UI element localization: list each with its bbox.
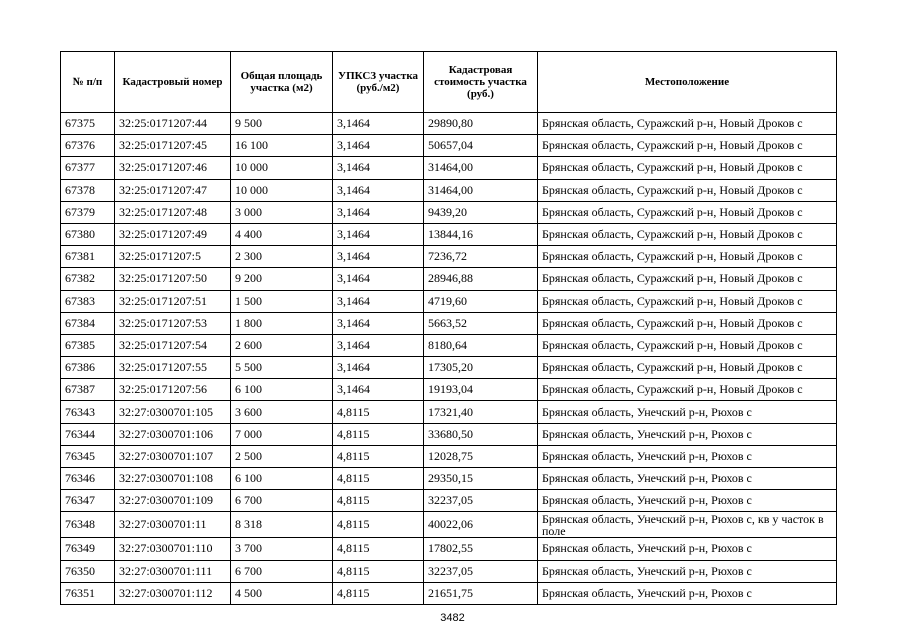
cell-cost: 29890,80 [424, 113, 538, 135]
cell-cadastral-number: 32:27:0300701:112 [115, 582, 231, 604]
table-row [61, 468, 837, 490]
cell-upksz: 4,8115 [333, 468, 424, 490]
cell-upksz: 3,1464 [333, 357, 424, 379]
table-row [61, 538, 837, 560]
cell-location: Брянская область, Суражский р-н, Новый Дроков с [538, 201, 837, 223]
cell-num: 76347 [61, 490, 115, 512]
cell-location: Брянская область, Суражский р-н, Новый Дроков с [538, 357, 837, 379]
cell-upksz: 3,1464 [333, 113, 424, 135]
cell-location: Брянская область, Суражский р-н, Новый Дроков с [538, 379, 837, 401]
cell-upksz: 4,8115 [333, 538, 424, 560]
cell-cost: 8180,64 [424, 334, 538, 356]
cell-cadastral-number: 32:25:0171207:46 [115, 157, 231, 179]
cadastre-table [60, 51, 837, 605]
table-row [61, 135, 837, 157]
cell-cadastral-number: 32:25:0171207:56 [115, 379, 231, 401]
cell-location: Брянская область, Суражский р-н, Новый Дроков с [538, 223, 837, 245]
cell-num: 67387 [61, 379, 115, 401]
cell-area: 10 000 [231, 157, 333, 179]
table-row [61, 357, 837, 379]
cell-location: Брянская область, Суражский р-н, Новый Дроков с [538, 179, 837, 201]
cell-location: Брянская область, Суражский р-н, Новый Дроков с [538, 157, 837, 179]
table-row [61, 582, 837, 604]
cell-num: 76349 [61, 538, 115, 560]
table-row [61, 560, 837, 582]
cell-area: 2 300 [231, 246, 333, 268]
cell-cadastral-number: 32:27:0300701:111 [115, 560, 231, 582]
cell-upksz: 3,1464 [333, 246, 424, 268]
cell-location: Брянская область, Суражский р-н, Новый Дроков с [538, 246, 837, 268]
table-row [61, 512, 837, 538]
cell-cost: 32237,05 [424, 560, 538, 582]
cell-upksz: 3,1464 [333, 312, 424, 334]
cell-area: 16 100 [231, 135, 333, 157]
cell-area: 3 700 [231, 538, 333, 560]
cell-upksz: 3,1464 [333, 201, 424, 223]
cell-num: 67384 [61, 312, 115, 334]
cell-area: 9 500 [231, 113, 333, 135]
cell-area: 4 500 [231, 582, 333, 604]
table-row [61, 113, 837, 135]
cell-cost: 29350,15 [424, 468, 538, 490]
cell-num: 67377 [61, 157, 115, 179]
cell-area: 4 400 [231, 223, 333, 245]
table-header [61, 52, 837, 113]
table-row [61, 334, 837, 356]
cell-upksz: 4,8115 [333, 582, 424, 604]
cell-num: 76351 [61, 582, 115, 604]
cell-location: Брянская область, Унечский р-н, Рюхов с [538, 468, 837, 490]
cell-cadastral-number: 32:27:0300701:107 [115, 445, 231, 467]
cell-cadastral-number: 32:27:0300701:108 [115, 468, 231, 490]
cell-cadastral-number: 32:25:0171207:53 [115, 312, 231, 334]
cell-cost: 40022,06 [424, 512, 538, 538]
cell-upksz: 3,1464 [333, 157, 424, 179]
cell-area: 7 000 [231, 423, 333, 445]
cell-location: Брянская область, Суражский р-н, Новый Дроков с [538, 268, 837, 290]
cell-location: Брянская область, Суражский р-н, Новый Дроков с [538, 312, 837, 334]
cell-upksz: 3,1464 [333, 135, 424, 157]
header-row [61, 52, 837, 113]
cell-num: 67376 [61, 135, 115, 157]
table-row [61, 445, 837, 467]
cell-upksz: 3,1464 [333, 179, 424, 201]
cell-cost: 12028,75 [424, 445, 538, 467]
cell-num: 76345 [61, 445, 115, 467]
cell-location: Брянская область, Суражский р-н, Новый Дроков с [538, 334, 837, 356]
cell-upksz: 4,8115 [333, 512, 424, 538]
header-area: Общая площадь участка (м2) [231, 52, 333, 113]
cell-cost: 19193,04 [424, 379, 538, 401]
cell-cadastral-number: 32:27:0300701:110 [115, 538, 231, 560]
cell-num: 67379 [61, 201, 115, 223]
header-num: № п/п [61, 52, 115, 113]
cell-cost: 7236,72 [424, 246, 538, 268]
cell-area: 3 600 [231, 401, 333, 423]
cell-location: Брянская область, Суражский р-н, Новый Дроков с [538, 290, 837, 312]
cell-cost: 17802,55 [424, 538, 538, 560]
cell-num: 67375 [61, 113, 115, 135]
cell-cost: 17305,20 [424, 357, 538, 379]
page-number: 3482 [440, 612, 465, 624]
cell-location: Брянская область, Унечский р-н, Рюхов с [538, 582, 837, 604]
cell-cadastral-number: 32:27:0300701:11 [115, 512, 231, 538]
table-row [61, 290, 837, 312]
cell-num: 67382 [61, 268, 115, 290]
cell-cadastral-number: 32:25:0171207:55 [115, 357, 231, 379]
cell-num: 67385 [61, 334, 115, 356]
cell-upksz: 3,1464 [333, 268, 424, 290]
table-row [61, 423, 837, 445]
cell-cost: 17321,40 [424, 401, 538, 423]
cell-area: 2 500 [231, 445, 333, 467]
table-row [61, 246, 837, 268]
cell-cost: 21651,75 [424, 582, 538, 604]
cell-upksz: 3,1464 [333, 334, 424, 356]
cell-cadastral-number: 32:25:0171207:50 [115, 268, 231, 290]
cell-area: 6 700 [231, 490, 333, 512]
cell-location: Брянская область, Суражский р-н, Новый Дроков с [538, 113, 837, 135]
header-cadastral-number: Кадастровый номер [115, 52, 231, 113]
cell-location: Брянская область, Унечский р-н, Рюхов с [538, 445, 837, 467]
cell-area: 3 000 [231, 201, 333, 223]
cell-num: 67386 [61, 357, 115, 379]
cell-area: 6 700 [231, 560, 333, 582]
cell-location: Брянская область, Унечский р-н, Рюхов с, кв у часток в поле [538, 512, 837, 538]
cell-area: 6 100 [231, 468, 333, 490]
cell-upksz: 4,8115 [333, 445, 424, 467]
cell-num: 67378 [61, 179, 115, 201]
cell-upksz: 4,8115 [333, 423, 424, 445]
table-row [61, 157, 837, 179]
cell-upksz: 4,8115 [333, 490, 424, 512]
cell-upksz: 4,8115 [333, 401, 424, 423]
cell-cadastral-number: 32:27:0300701:109 [115, 490, 231, 512]
cell-cadastral-number: 32:25:0171207:44 [115, 113, 231, 135]
cell-num: 67383 [61, 290, 115, 312]
cell-area: 5 500 [231, 357, 333, 379]
cell-location: Брянская область, Унечский р-н, Рюхов с [538, 490, 837, 512]
cell-area: 8 318 [231, 512, 333, 538]
table-row [61, 223, 837, 245]
cell-cost: 5663,52 [424, 312, 538, 334]
cell-cadastral-number: 32:25:0171207:48 [115, 201, 231, 223]
cell-area: 1 800 [231, 312, 333, 334]
cell-num: 76343 [61, 401, 115, 423]
cell-cost: 50657,04 [424, 135, 538, 157]
cell-upksz: 3,1464 [333, 223, 424, 245]
cell-cadastral-number: 32:25:0171207:49 [115, 223, 231, 245]
cell-location: Брянская область, Суражский р-н, Новый Дроков с [538, 135, 837, 157]
cell-upksz: 4,8115 [333, 560, 424, 582]
table-row [61, 401, 837, 423]
table-row [61, 201, 837, 223]
cell-cost: 33680,50 [424, 423, 538, 445]
cell-area: 9 200 [231, 268, 333, 290]
cell-cost: 4719,60 [424, 290, 538, 312]
cell-cost: 32237,05 [424, 490, 538, 512]
cell-cadastral-number: 32:25:0171207:5 [115, 246, 231, 268]
cell-cadastral-number: 32:25:0171207:54 [115, 334, 231, 356]
cell-cost: 13844,16 [424, 223, 538, 245]
cell-cadastral-number: 32:27:0300701:105 [115, 401, 231, 423]
cell-area: 1 500 [231, 290, 333, 312]
cell-location: Брянская область, Унечский р-н, Рюхов с [538, 538, 837, 560]
cell-upksz: 3,1464 [333, 290, 424, 312]
cell-area: 6 100 [231, 379, 333, 401]
cell-num: 76346 [61, 468, 115, 490]
table-body [61, 113, 837, 605]
cell-upksz: 3,1464 [333, 379, 424, 401]
header-upksz: УПКСЗ участка (руб./м2) [333, 52, 424, 113]
cell-location: Брянская область, Унечский р-н, Рюхов с [538, 401, 837, 423]
cell-cadastral-number: 32:25:0171207:51 [115, 290, 231, 312]
cell-num: 67380 [61, 223, 115, 245]
cell-cadastral-number: 32:25:0171207:47 [115, 179, 231, 201]
table-row [61, 312, 837, 334]
cell-num: 76350 [61, 560, 115, 582]
cell-location: Брянская область, Унечский р-н, Рюхов с [538, 560, 837, 582]
table-row [61, 379, 837, 401]
cell-cost: 28946,88 [424, 268, 538, 290]
cell-area: 2 600 [231, 334, 333, 356]
cell-cost: 31464,00 [424, 157, 538, 179]
cell-area: 10 000 [231, 179, 333, 201]
cell-num: 76344 [61, 423, 115, 445]
table-row [61, 179, 837, 201]
cell-cadastral-number: 32:25:0171207:45 [115, 135, 231, 157]
cell-num: 76348 [61, 512, 115, 538]
cell-location: Брянская область, Унечский р-н, Рюхов с [538, 423, 837, 445]
cell-cost: 9439,20 [424, 201, 538, 223]
cell-num: 67381 [61, 246, 115, 268]
table-row [61, 490, 837, 512]
cell-cadastral-number: 32:27:0300701:106 [115, 423, 231, 445]
cell-cost: 31464,00 [424, 179, 538, 201]
header-location: Местоположение [538, 52, 837, 113]
header-cost: Кадастровая стоимость участка (руб.) [424, 52, 538, 113]
table-row [61, 268, 837, 290]
